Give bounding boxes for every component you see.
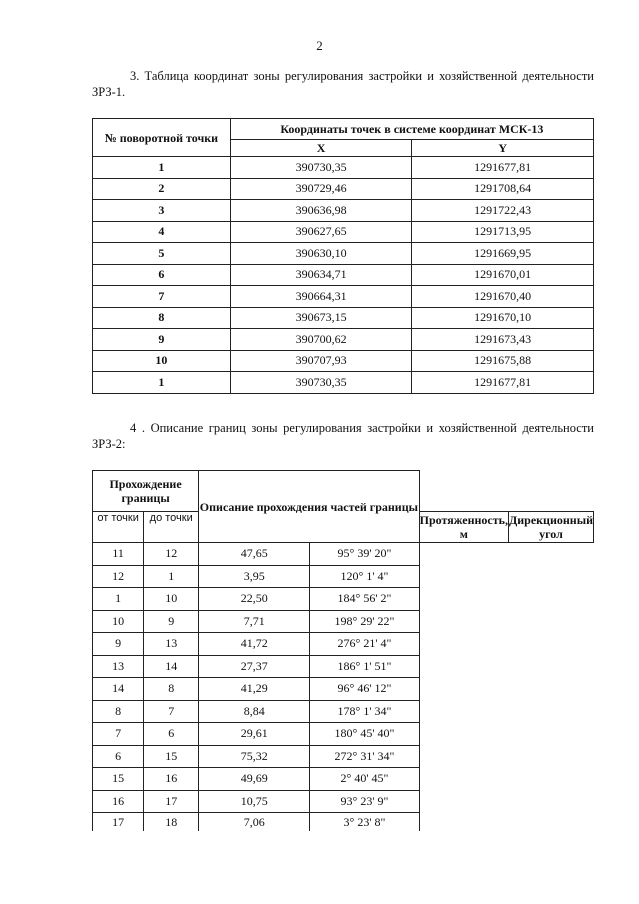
x-coordinate-cell: 390630,10 (230, 243, 412, 265)
point-number-cell: 5 (93, 243, 231, 265)
point-number-cell: 8 (93, 307, 231, 329)
point-number-cell: 1 (93, 372, 231, 394)
from-point-cell: 1 (93, 588, 144, 611)
y-coordinate-cell: 1291708,64 (412, 178, 594, 200)
y-coordinate-cell: 1291673,43 (412, 329, 594, 351)
table-row (93, 813, 594, 832)
length-cell: 7,06 (199, 813, 310, 832)
table-row (93, 588, 594, 611)
header-length: Протяженность, м (419, 513, 508, 541)
angle-cell: 95° 39' 20" (310, 543, 419, 566)
y-coordinate-cell: 1291722,43 (412, 200, 594, 222)
boundary-description-table (92, 470, 594, 831)
length-cell: 47,65 (199, 543, 310, 566)
to-point-cell: 10 (144, 588, 199, 611)
angle-cell: 272° 31' 34" (310, 745, 419, 768)
angle-cell: 180° 45' 40" (310, 723, 419, 746)
from-point-cell: 7 (93, 723, 144, 746)
from-point-cell: 12 (93, 565, 144, 588)
table-row (93, 178, 594, 200)
from-point-cell: 16 (93, 790, 144, 813)
point-number-cell: 2 (93, 178, 231, 200)
header-y: Y (412, 140, 594, 157)
to-point-cell: 14 (144, 655, 199, 678)
x-coordinate-cell: 390729,46 (230, 178, 412, 200)
angle-cell: 178° 1' 34" (310, 700, 419, 723)
length-cell: 49,69 (199, 768, 310, 791)
from-point-cell: 9 (93, 633, 144, 656)
length-cell: 41,72 (199, 633, 310, 656)
header-description: Описание прохождения частей границы (199, 471, 419, 543)
angle-cell: 93° 23' 9" (310, 790, 419, 813)
table-row (93, 565, 594, 588)
to-point-cell: 6 (144, 723, 199, 746)
to-point-cell: 18 (144, 813, 199, 832)
from-point-cell: 11 (93, 543, 144, 566)
x-coordinate-cell: 390673,15 (230, 307, 412, 329)
table-row (93, 157, 594, 179)
table-row (93, 372, 594, 394)
table-row (93, 307, 594, 329)
point-number-cell: 1 (93, 157, 231, 179)
from-point-cell: 17 (93, 813, 144, 832)
to-point-cell: 12 (144, 543, 199, 566)
x-coordinate-cell: 390730,35 (230, 372, 412, 394)
y-coordinate-cell: 1291713,95 (412, 221, 594, 243)
from-point-cell: 14 (93, 678, 144, 701)
y-coordinate-cell: 1291677,81 (412, 372, 594, 394)
to-point-cell: 13 (144, 633, 199, 656)
header-x: X (230, 140, 412, 157)
to-point-cell: 9 (144, 610, 199, 633)
length-cell: 75,32 (199, 745, 310, 768)
from-point-cell: 10 (93, 610, 144, 633)
header-point-number: № поворотной точки (93, 119, 231, 157)
angle-cell: 184° 56' 2" (310, 588, 419, 611)
coordinates-table (92, 118, 594, 394)
to-point-cell: 8 (144, 678, 199, 701)
page-number: 2 (316, 38, 323, 53)
table-row (93, 543, 594, 566)
x-coordinate-cell: 390634,71 (230, 264, 412, 286)
angle-cell: 276° 21' 4" (310, 633, 419, 656)
table-row (93, 678, 594, 701)
to-point-cell: 15 (144, 745, 199, 768)
table-row (93, 790, 594, 813)
angle-cell: 3° 23' 8" (310, 813, 419, 832)
x-coordinate-cell: 390730,35 (230, 157, 412, 179)
to-point-cell: 7 (144, 700, 199, 723)
table-row (93, 221, 594, 243)
point-number-cell: 9 (93, 329, 231, 351)
table-row (93, 633, 594, 656)
length-cell: 10,75 (199, 790, 310, 813)
header-coordinates: Координаты точек в системе координат МСК-13 (230, 119, 593, 140)
table-row (93, 655, 594, 678)
point-number-cell: 7 (93, 286, 231, 308)
y-coordinate-cell: 1291675,88 (412, 350, 594, 372)
y-coordinate-cell: 1291670,10 (412, 307, 594, 329)
table-row (93, 200, 594, 222)
to-point-cell: 17 (144, 790, 199, 813)
length-cell: 29,61 (199, 723, 310, 746)
x-coordinate-cell: 390707,93 (230, 350, 412, 372)
table-row (93, 286, 594, 308)
table-row (93, 329, 594, 351)
angle-cell: 186° 1' 51" (310, 655, 419, 678)
length-cell: 27,37 (199, 655, 310, 678)
y-coordinate-cell: 1291670,01 (412, 264, 594, 286)
from-point-cell: 8 (93, 700, 144, 723)
x-coordinate-cell: 390664,31 (230, 286, 412, 308)
angle-cell: 198° 29' 22" (310, 610, 419, 633)
from-point-cell: 13 (93, 655, 144, 678)
table-row (93, 700, 594, 723)
angle-cell: 120° 1' 4" (310, 565, 419, 588)
y-coordinate-cell: 1291677,81 (412, 157, 594, 179)
to-point-cell: 1 (144, 565, 199, 588)
x-coordinate-cell: 390700,62 (230, 329, 412, 351)
to-point-cell: 16 (144, 768, 199, 791)
point-number-cell: 10 (93, 350, 231, 372)
length-cell: 7,71 (199, 610, 310, 633)
section3-heading: 3. Таблица координат зоны регулирования застройки и хозяйственной деятельности ЗРЗ-1. (92, 69, 594, 99)
x-coordinate-cell: 390636,98 (230, 200, 412, 222)
header-angle: Дирекционный угол (508, 513, 593, 541)
from-point-cell: 6 (93, 745, 144, 768)
angle-cell: 2° 40' 45" (310, 768, 419, 791)
point-number-cell: 3 (93, 200, 231, 222)
y-coordinate-cell: 1291670,40 (412, 286, 594, 308)
x-coordinate-cell: 390627,65 (230, 221, 412, 243)
length-cell: 22,50 (199, 588, 310, 611)
header-passage: Прохождение границы (93, 471, 199, 512)
length-cell: 3,95 (199, 565, 310, 588)
section4-heading: 4 . Описание границ зоны регулирования застройки и хозяйственной деятельности ЗРЗ-2: (92, 421, 594, 451)
table-row (93, 243, 594, 265)
angle-cell: 96° 46' 12" (310, 678, 419, 701)
header-from-point: от точки (93, 512, 144, 543)
table-row (93, 745, 594, 768)
coordinates-table-body (93, 157, 594, 394)
length-cell: 8,84 (199, 700, 310, 723)
table-row (93, 350, 594, 372)
header-to-point: до точки (144, 512, 199, 543)
table-row (93, 768, 594, 791)
y-coordinate-cell: 1291669,95 (412, 243, 594, 265)
from-point-cell: 15 (93, 768, 144, 791)
point-number-cell: 6 (93, 264, 231, 286)
length-cell: 41,29 (199, 678, 310, 701)
boundary-table-body (93, 543, 594, 832)
table-row (93, 264, 594, 286)
point-number-cell: 4 (93, 221, 231, 243)
table-row (93, 610, 594, 633)
table-row (93, 723, 594, 746)
